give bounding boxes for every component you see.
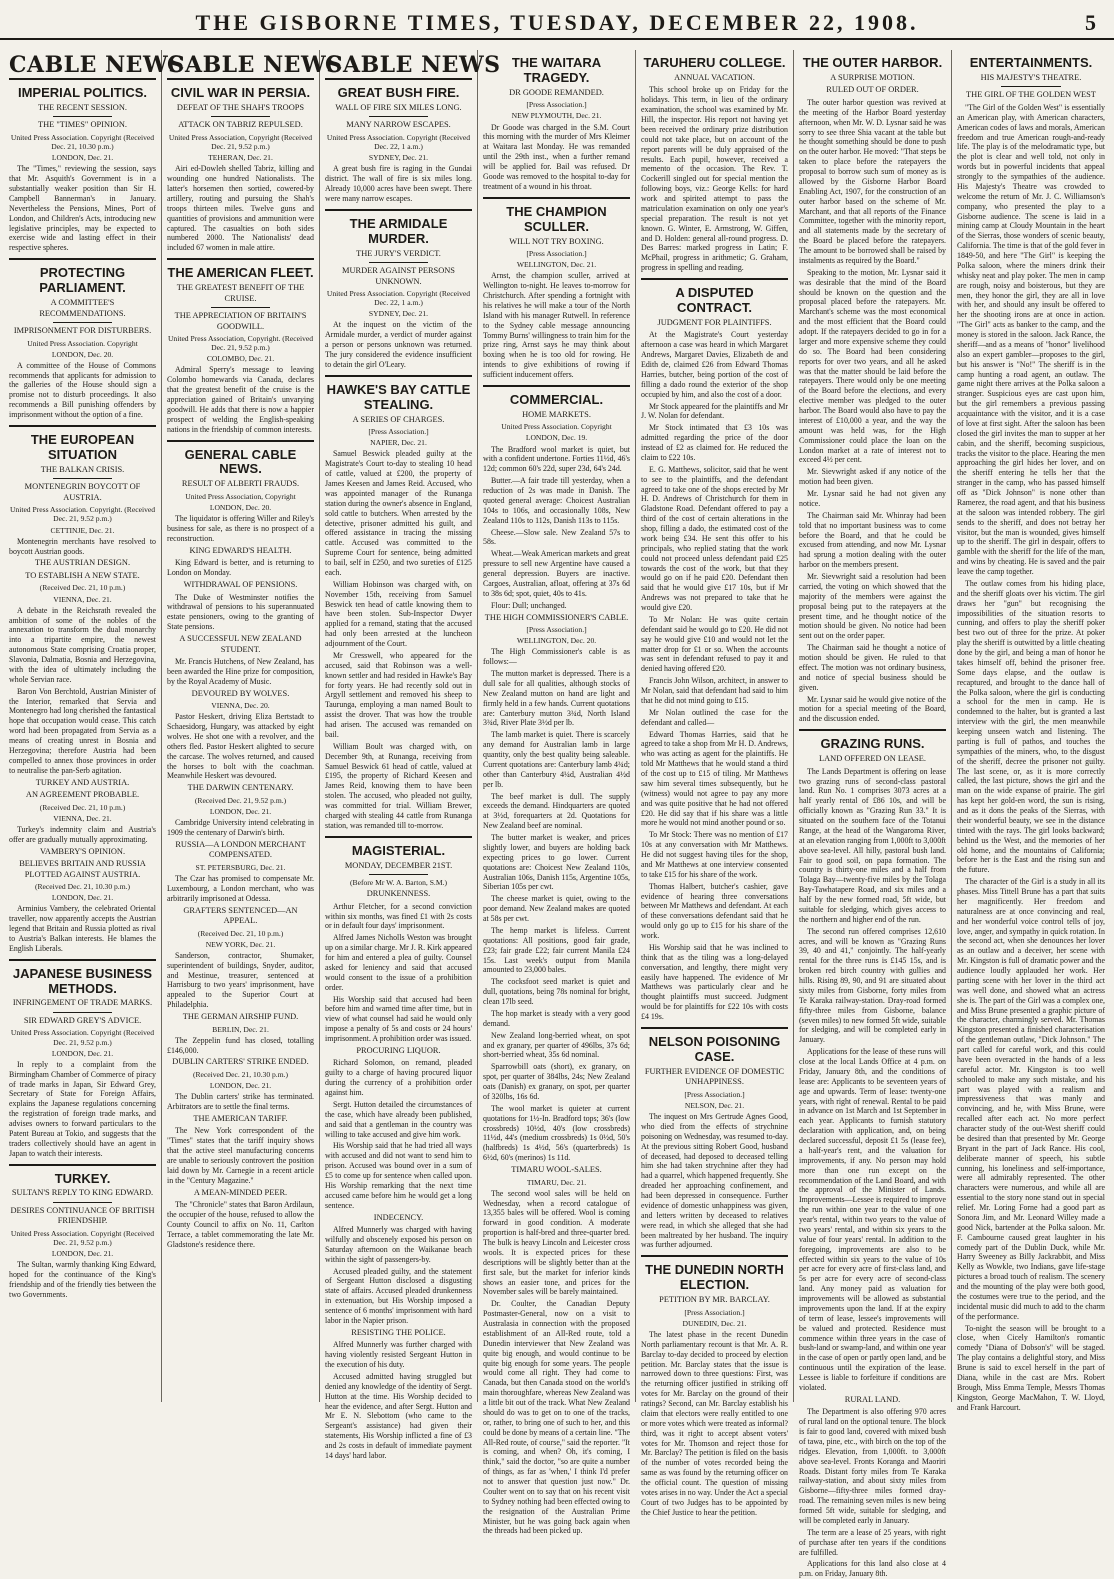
article-headline: THE AMERICAN FLEET.: [167, 265, 314, 281]
article-paragraph: Mr Nolan outlined the case for the defendant and called—: [641, 707, 788, 727]
section-divider: [483, 197, 630, 199]
divider-rule: [53, 116, 112, 117]
article-dateline: United Press Association. Copyright (Received Dec. 21, 10.30 p.m.): [10, 132, 155, 152]
article-subhead: A SUCCESSFUL NEW ZEALAND STUDENT.: [179, 634, 302, 654]
article-dateline: United Press Association. Copyright (Received Dec. 21, 9.52 p.m.): [10, 1228, 155, 1248]
article-paragraph: A committee of the House of Commons recommends that applicants for admission to the galleries of the House should sign a promise not to disturb proceedings. It also recommends a Bill punishing offenders by imprisonment without the option of a fine.: [9, 360, 156, 420]
article-paragraph: Mr Cresswell, who appeared for the accused, said that Robinson was a well-known settler and had resided in Hawke's Bay for forty years. He had recently sold out in Argyll settlement and removed his sheep to Taurunga, employing a man named Boult to assist the drover. That was how the trouble had arisen. The accused was remanded on bail.: [325, 650, 472, 739]
article-dateline: LONDON, Dec. 21.: [51, 1048, 114, 1058]
article-dateline: NEW PLYMOUTH, Dec. 21.: [511, 111, 602, 121]
article-dateline: (Received Dec. 21, 9.52 p.m.): [194, 795, 287, 805]
article-subhead: MURDER AGAINST PERSONS UNKNOWN.: [342, 266, 455, 286]
divider-rule: [53, 478, 112, 479]
article-paragraph: E. G. Matthews, solicitor, said that he went to see to the plaintiffs, and the defendant agreed to take one of the shops erected by Mr H. D. Andrews of Christchurch for them in Gladstone Road. Defendant offered to pay a third of the cost of certain alterations in the shop, filling a dado, the estimated cost of the work being £34. He sent this offer to his principals, who replied stating that the work could not proceed unless defendant paid £25 towards the cost of the work, but that they would go on if he paid £20. Defendant then said that he would give £17 10s, but if Mr Andrews was not prepared to take that he would give £20.: [641, 464, 788, 613]
article-headline: THE ARMIDALE MURDER.: [349, 215, 448, 246]
article-subhead: RUSSIA—A LONDON MERCHANT COMPENSATED.: [175, 839, 306, 860]
article-subhead: ATTACK ON TABRIZ REPULSED.: [178, 120, 303, 130]
article-paragraph: The outer harbor question was revived at the meeting of the Harbor Board yesterday afternoon, when Mr. W. D. Lysnar said he was sorry to see three Shia vacant at the table but he thought something should be done to push on the outer harbor. He moved: "That steps be taken to place before the ratepayers the proposal to borrow such sum of money as is allowed by the Gisborne Harbor Board Enabling Act, 1907, for the construction of an outer harbor based on the scheme of Mr. Marchant, and that all reports of the Finance Committee, together with the minority report, and all statements made by the secretary of the Board be placed before the ratepayers. The amount to be borrowed shall be raised by instalments as required by the Board.": [799, 97, 946, 265]
article-headline: IMPERIAL POLITICS.: [17, 85, 148, 100]
article-dateline: VIENNA, Dec. 20.: [211, 701, 270, 711]
article-subhead: THE APPRECIATION OF BRITAIN'S GOODWILL.: [174, 311, 307, 331]
article-paragraph: The inquest on Mrs Gertrude Agnes Good, who died from the effects of strychnine poisoning on Wednesday, was resumed to-day. At the previous sitting Robert Good, husband of deceased, had deposed to deceased telling him she had taken strychnine after they had had a quarrel, which happened frequently. She dreaded her approaching confinement, and had been depressed in consequence. Further evidence of domestic unhappiness was given, and letters written by deceased to relatives were read, in which she alleged that she had been maltreated by her husband. The inquiry was further adjourned.: [641, 1112, 788, 1250]
article-paragraph: The cocksfoot seed market is quiet and dull, quotations, being 78s nominal for bright, clean 17lb seed.: [483, 977, 630, 1007]
divider-rule: [53, 322, 112, 323]
article-paragraph: The Czar has promised to compensate Mr. Luxembourg, a London merchant, who was arbitrarily imprisoned at Odessa.: [167, 873, 314, 903]
news-column: [952, 50, 1110, 1412]
article-paragraph: The Zeppelin fund has closed, totalling £146,000.: [167, 1035, 314, 1055]
article-subhead: DEVOURED BY WOLVES.: [191, 688, 290, 698]
article-dateline: SYDNEY, Dec. 21.: [368, 309, 429, 319]
article-paragraph: The beef market is dull. The supply exceeds the demand. Hindquarters are quoted at 3½d, forequarters at 2d. Quotations for New Zealand beef are nominal.: [483, 791, 630, 831]
article-headline: COMMERCIAL.: [509, 391, 604, 407]
article-paragraph: Edward Thomas Harries, said that he agreed to take a shop from Mr H. D. Andrews, who was acting as agent for the plaintiffs. He told Mr Matthews that he would stand a third of the cost up to £15 of tiling. Mr Matthews saw him several times subsequently, but he (witness) would not agree to pay any more and was quite positive that he had not offered £20. He did say that if his share was a little more he would not mind another pound or so.: [641, 729, 788, 828]
article-dateline: LONDON, Dec. 21.: [209, 806, 272, 816]
section-divider: [9, 1164, 156, 1166]
article-paragraph: Arthur Fletcher, for a second conviction within six months, was fined £1 with 2s costs or in default four days' imprisonment.: [325, 901, 472, 931]
article-headline: GRAZING RUNS.: [820, 736, 925, 752]
article-subhead: FURTHER EVIDENCE OF DOMESTIC UNHAPPINESS.: [644, 1066, 785, 1087]
article-subhead: RURAL LAND.: [844, 1394, 901, 1404]
article-dateline: United Press Association, Copyright: [185, 491, 296, 501]
article-dateline: (Received Dec. 21, 10.30 p.m.): [34, 882, 131, 891]
article-paragraph: The Department is also offering 970 acres of rural land on the optional tenure. The block is fair to good land, covered with mixed bush of tawa, pine, etc., with birch on the top of the ridges. Elevation, from 1,000ft. to 3,000ft above sea-level. Fronts Koranga and Maoriri Roads. Distant forty miles from Te Karaka railway-station, and about sixty miles from Gisborne—fifty-three miles formed dray-road. The remaining seven miles is new being formed 5ft wide, suitable for sledging, and will be completed early in January.: [799, 1407, 946, 1525]
article-subhead: DESIRES CONTINUANCE OF BRITISH FRIENDSHIP.: [10, 1205, 155, 1226]
article-dateline: LONDON, Dec. 21.: [51, 893, 114, 903]
article-dateline: (Received Dec. 21, 10 p.m.): [197, 928, 284, 938]
divider-rule: [211, 116, 270, 117]
article-paragraph: Applications for this land also close at 4 p.m. on Friday, January 8th.: [799, 1559, 946, 1579]
article-paragraph: The second wool sales will be held on Wednesday, when a record catalogue of 13,355 bales will be offered. Wool is coming forward in good condition. A moderate proportion is half-bred and three-quarter bred. The bulk is heavy Lincoln and Leicester cross wools. It is expected prices for these descriptions will be slightly better than at the first sale, but the market for inferior kinds shows an easier tone, and prices for the November sales will be barely maintained.: [483, 1188, 630, 1297]
article-subhead: THE DARWIN CENTENARY.: [187, 783, 294, 793]
article-dateline: BERLIN, Dec. 21.: [212, 1024, 269, 1034]
article-paragraph: The wool market is quieter at current quotations for 1½-In. Bradford tops; 36's (low crossbreds) 10½d, 40's (low crossbreds) 11½d, 44's (medium crossbreds) 1s 0½d, 50's (halfbreds) 1s 4½d, 56's (quarterbreds) 1s 6½d, 60's (merinos) 1s 11d.: [483, 1103, 630, 1163]
article-headline: PROTECTING PARLIAMENT.: [39, 265, 126, 296]
article-dateline: COLOMBO, Dec. 21.: [206, 354, 275, 364]
article-paragraph: The latest phase in the recent Dunedin North parliamentary recount is that Mr. A. R. Barclay to-day decided to proceed by election petition. Mr. Barclay states that the issue is narrowed down to three questions: First, was the returning officer justified in striking off votes for Mr. Barclay on the ground of their ratings? Second, can Mr. Barclay establish his claim that electors were really entitled to one or more votes which were treated as informal? third, was it right to accept absent voters' votes for Mr. Thomson and reject those for Mr. Barclay? The petition is filed on the basis of the number of votes recorded being the same as was found by the returning officer on the official count. The question of missing votes arises in no way. Under the Act a special Court of two Judges has to be appointed by the Chief Justice to hear the petition.: [641, 1329, 788, 1517]
article-dateline: (Received Dec. 21, 10.30 p.m.): [192, 1069, 289, 1079]
article-dateline: United Press Association. Copyright (Received Dec. 21, 9.52 p.m.): [10, 1028, 155, 1047]
article-headline: THE DUNEDIN NORTH ELECTION.: [645, 1262, 784, 1293]
article-paragraph: The "Times," reviewing the session, says that Mr. Asquith's Government is in a substantially weaker position than Sir H. Campbell Bannerman's in January. Nevertheless the Pensions, Mines, Port of London, and Children's Acts, introducing new legislative principles, may be expected to exercise wide and lasting effect in their respective spheres.: [9, 164, 156, 253]
article-dateline: [Press Association.]: [526, 100, 587, 110]
article-paragraph: Sparrowbill oats (short), ex granary, on spot, per quarter of 384lbs, 24s; New Zealand oats (Danish) ex granary, on spot, per quarter of 320lbs, 16s 6d.: [483, 1062, 630, 1101]
article-subhead: THE GERMAN AIRSHIP FUND.: [182, 1012, 299, 1022]
article-paragraph: Mr Stock intimated that £3 10s was admitted regarding the price of the door instead of £2 as claimed for. He reduced the claim to £22 10s.: [641, 423, 788, 462]
article-subhead: THE "TIMES" OPINION.: [38, 120, 127, 130]
section-divider: [9, 425, 156, 427]
article-subhead: THE HIGH COMMISSIONER'S CABLE.: [484, 612, 629, 622]
article-paragraph: To-night the season will be brought to a close, when Cicely Hamilton's romantic comedy "Diana of Dobson's" will be staged. The play contains a delightful story, and Miss Brune is said to excel herself in the part of Diana, while in the cast are Mrs. Robert Brough, Miss Emma Temple, Messrs Thomas Kingston, George MacMahon, T. W. Lloyd, and Frank Harcourt.: [957, 1323, 1105, 1412]
article-subhead: WILL NOT TRY BOXING.: [509, 236, 604, 246]
article-dateline: United Press Association. Copyright (Received Dec. 22, 1 a.m.): [326, 132, 471, 152]
article-headline: A DISPUTED CONTRACT.: [675, 285, 754, 315]
article-subhead: PETITION BY MR. BARCLAY.: [659, 1295, 770, 1305]
article-dateline: NELSON, Dec. 21.: [684, 1100, 745, 1110]
article-dateline: United Press Association, Copyright. (Received Dec. 21, 9.52 p.m.): [167, 334, 314, 353]
article-paragraph: Speaking to the motion, Mr. Lysnar said it was desirable that the mind of the Board should be known on the question and the proposal placed before the ratepayers. Mr. Marchant's scheme was the most economical and the most efficient that the Board could adopt. If the ratepayers decided to go in for a larger and more expensive scheme they could do so. The Board had been considering reports for over two years, and all he asked was that the matter should be laid before the ratepayers. There would only be one meeting of the Board before the elections, and every elective member was pledged to the outer harbor. The Board would also have to pay the interest of £10,000 a year, and the way the amount was held was, for the High Commissioner could place the loan on the London market at a rate of interest not to exceed 4½ per cent.: [799, 267, 946, 465]
masthead: [0, 8, 1114, 40]
article-subhead: A SURPRISE MOTION.: [830, 72, 915, 82]
article-dateline: LONDON, Dec. 19.: [525, 433, 588, 443]
article-paragraph: The High Commissioner's cable is as follows:—: [483, 647, 630, 667]
divider-rule: [53, 1202, 112, 1203]
section-divider: [641, 1255, 788, 1257]
article-paragraph: The second run offered comprises 12,610 acres, and will be known as "Grazing Runs 39, 40 and 41," conjointly. The half-yearly rental for the three runs is £145 15s, and is broken red birch country with gullies and hills. Rising 89, 90, and 91 are situated about sixty miles from Gisborne, forty miles from Te Karaka railway-station. Dray-road formed fifty-three miles from Gisborne, balance (seven miles) to new formed 5ft wide, suitable for sledging, and will be completed early in January.: [799, 926, 946, 1045]
article-subhead: HOME MARKETS.: [522, 409, 591, 419]
article-paragraph: The "Chronicle" states that Baron Ardilaun, the occupier of the house, refused to allow the County Council to affix on No. 11, Carlton Terrace, a tablet commemorating the late Mr. Gladstone's residence there.: [167, 1200, 314, 1249]
article-paragraph: Dr. Coulter, the Canadian Deputy Postmaster-General, now on a visit to Australasia in connection with the proposed establishment of an All-Red route, told a Dunedin interviewer that New Zealand was quite big enough, and would continue to be quite big enough for some years. The people would come all right. They had come to Canada, but then Canada stood on the world's main thoroughfare, whereas New Zealand was a little bit out of the track. What New Zealand should do was to get on to one of the tracks, or, rather, to bring one of such to her, and this could be done by means of a certain line. "The All-Red route, of course," said the reporter. "It is coming, and when? Oh, it's coming, I think," said the doctor, "so are quite a number of things, as far as 'when,' I think I'd prefer not to answer that question just now." Dr. Coulter went on to say that on his recent visit to Sydney nothing had been effected owing to the resignation of the Australian Prime Minister, but he was going back again when the threads had been picked up.: [483, 1299, 630, 1536]
article-paragraph: Baron Von Berchtold, Austrian Minister of the Interior, remarked that Servia and Montenegro had long cherished the fantastical hope that occupation would cease. This catch word had been propagated from Servia as a means of creating unrest in Bosnia and Herzegovina; therefore Austria had been compelled to annex those provinces in order to neutralise the pan-Serb agitation.: [9, 686, 156, 775]
article-dateline: LONDON, Dec. 21.: [209, 1081, 272, 1090]
article-dateline: (Received Dec. 21, 10 p.m.): [39, 802, 126, 812]
article-paragraph: Mr Stock appeared for the plaintiffs and Mr J. W. Nolan for defendant.: [641, 401, 788, 421]
article-dateline: (Received Dec. 21, 10 p.m.): [39, 583, 126, 593]
article-subhead: A COMMITTEE'S RECOMMENDATIONS.: [39, 298, 126, 318]
article-dateline: United Press Association. Copyright: [501, 422, 612, 432]
article-subhead: A MEAN-MINDED PEER.: [193, 1187, 288, 1197]
article-paragraph: Alfred Munnerly was charged with having wilfully and obscenely exposed his person on Saturday afternoon on the Waikanae beach within the sight of passengers-by.: [325, 1225, 472, 1264]
article-headline: THE EUROPEAN SITUATION: [30, 431, 135, 462]
article-subhead: THE RECENT SESSION.: [38, 102, 127, 112]
article-paragraph: Thomas Halbert, butcher's cashier, gave evidence of hearing three conversations between Mr Matthews and defendant. At each of these conversations defendant said that he would only go up to £15 for his share of the work.: [641, 881, 788, 941]
article-paragraph: The Lands Department is offering on lease two grazing runs of second-class pastoral land. Run No. 1 comprises 3073 acres at a half yearly rental of £86 10s, and will be officially known as "Grazing Run 33." It is situated on the southern face of the Totanui Range, at the head of the Wangaroma River, at an elevation ranging from 1,000ft to 3,000ft above sea-level. All hilly, pastoral bush land. Fair to good soil, on papa formation. The country is thirty-one miles and a half from Tolaga Bay—twenty-five miles by the Tolaga Bay-Tawhatapere Road, and six miles and a half by the new formed road, 5ft wide, but suitable for sledging, which gives access to the northern and higher end of the run.: [799, 766, 946, 924]
article-paragraph: A debate in the Reichsrath revealed the ambition of some of the nobles of the annexation to transform the dual monarchy into a tripartite empire, the newest autonomous State comprising Croatia proper, Slavonia, Dalmatia, Bosnia and Herzegovina, with the idea of ultimately including the whole Servian race.: [9, 605, 156, 684]
news-column: [794, 50, 952, 1579]
article-paragraph: Sergt. Hutton detailed the circumstances of the case, which have already been published, and said that a gentleman in the country was willing to take accused and give him work.: [325, 1099, 472, 1139]
article-paragraph: The character of the Girl is a study in all its phases. Miss Tittell Brune has a part that suits her magnificently. Her freedom and naturalness are at once convincing and real, and her wonderful voice control tells of joy, love, anger, and sympathy in quick rotation. In the second act, when she denounces her lover as an outlaw and a deceiver, her scene with Mr. Kingston is full of dramatic power and the audience loudly applauded her work. Her parting scene with her lover in the third act was well done, and showed what an actress she is. The part of the Girl was a complex one, and Miss Brune presented a graphic picture of the character, charmingly served. Mr. Thomas Kingston presented a finished characterisation of the gentleman outlaw, "Dick Johnson." The part called for careful work, and this could have been overacted in the hands of a less careful actor. Mr. Kingston is too well schooled to make any such mistake, and his part was played with a realism and impressiveness that was manly and convincing, and he, with Miss Brune, were recalled after each act. No more perfect character study of the out-West sheriff could be desired than that presented by Mr. George Bryant in the part of Jack Rance. His cool, deliberate manner of speech, his subtle cunning, his loneliness and self-importance, were all admirably represented. The other characters were numerous, and while all are essential to the story none stand out in special relief. Mr. Loring Forne had a good part as Sonora Jim, and Mr. Leonard Willey made a good Nick, bartender at the Polka saloon. Mr. F. Cambourne caused great laughter in his comedy part of the Dublin Duck, while Mr. Harry Sweeney as Billy Jackrabbit, and Miss Kelly as Wowkle, two Indians, gave life-stage pictures a broad touch of realism. The scenery and the mounting of the play were both good, the costumes were true to the period, and the incidental music did much to add to the charm of the performance.: [957, 877, 1105, 1321]
article-subhead: MONDAY, DECEMBER 21ST.: [344, 860, 453, 870]
article-subhead: SIR EDWARD GREY'S ADVICE.: [23, 1015, 142, 1025]
article-dateline: LONDON, Dec. 21.: [51, 1249, 114, 1259]
article-dateline: LONDON, Dec. 21.: [51, 153, 114, 163]
article-subhead: THE BALKAN CRISIS.: [40, 464, 125, 474]
article-headline: THE OUTER HARBOR.: [802, 55, 943, 70]
article-subhead: TO ESTABLISH A NEW STATE.: [25, 570, 140, 580]
article-dateline: United Press Association. Copyright. (Received Dec. 21, 9.52 p.m.): [9, 505, 156, 524]
article-subhead: BELIEVES BRITAIN AND RUSSIA PLOTTED AGAINST AUSTRIA.: [19, 859, 146, 879]
article-headline: TURKEY.: [54, 1170, 111, 1186]
article-dateline: VIENNA, Dec. 21.: [53, 594, 112, 604]
article-dateline: WELLINGTON, Dec. 21.: [516, 260, 597, 270]
article-paragraph: Cambridge University intend celebrating in 1909 the centenary of Darwin's birth.: [167, 818, 314, 837]
news-column: [162, 50, 343, 1402]
section-divider: [9, 258, 156, 260]
article-headline: TARUHERU COLLEGE.: [643, 55, 786, 70]
divider-rule: [1001, 86, 1060, 87]
article-subhead: JUDGMENT FOR PLAINTIFFS.: [657, 317, 772, 327]
article-dateline: United Press Association. Copyright (Received Dec. 22, 1 a.m.): [326, 289, 471, 308]
article-subhead: DUBLIN CARTERS' STRIKE ENDED.: [172, 1057, 309, 1067]
section-divider: [799, 729, 946, 731]
article-headline: GREAT BUSH FIRE.: [337, 85, 460, 100]
article-paragraph: William Boult was charged with, on December 9th, at Runanga, receiving from Samuel Beswick 61 head of cattle, valued at £195, the property of Richard Keesen and James Reid, knowing them to have been stolen. The accused, who pleaded not guilty, was committed for trial. William Brewer, charged with stealing 44 cattle from Runanga station, was remanded till to-morrow.: [325, 741, 472, 830]
article-paragraph: Dr Goode was charged in the S.M. Court this morning with the murder of Mrs Kleimer at Waitara last Monday. He was remanded until the 29th inst., when a further remand will be applied for. Bail was refused. Dr Goode was removed to the hospital to-day for treatment of a wound in his throat.: [483, 122, 630, 191]
article-dateline: VIENNA, Dec. 21.: [53, 813, 112, 823]
article-subhead: THE AUSTRIAN DESIGN.: [34, 558, 131, 568]
article-paragraph: Mr. Lysnar said he would give notice of the motion for a special meeting of the Board, and the discussion ended.: [799, 694, 946, 724]
article-subhead: AN AGREEMENT PROBABLE.: [25, 790, 140, 800]
article-dateline: [Press Association.]: [684, 1089, 745, 1099]
section-divider: [483, 385, 630, 387]
article-paragraph: The lamb market is quiet. There is scarcely any demand for Australian lamb in large quantity, only the best quality being saleable. Current quotations are: Canterbury lamb 4¾d; other than Canterbury 4¼d, Australian 4½d per lb.: [483, 730, 630, 789]
article-dateline: NEW YORK, Dec. 21.: [205, 939, 276, 949]
article-paragraph: Accused pleaded guilty, and the statement of Sergeant Hutton disclosed a disgusting state of affairs. Accused pleaded drunkenness in extenuation, but His Worship imposed a sentence of 6 months' imprisonment with hard labor in the Napier prison.: [325, 1266, 472, 1325]
article-paragraph: The butter market is weaker, and prices slightly lower, and buyers are holding back expecting prices to go lower. Current quotations are: Choicest New Zealand 110s, Australian 106s, Danish 115s, Argentine 105s, Siberian 105s per cwt.: [483, 833, 630, 892]
article-subhead: RULED OUT OF ORDER.: [826, 85, 919, 95]
article-dateline: LONDON, Dec. 20.: [51, 349, 114, 359]
article-paragraph: The Dublin carters' strike has terminated. Arbitrators are to settle the final terms.: [167, 1092, 314, 1111]
article-paragraph: Sanderson, contractor, Shumaker, superintendent of buildings, Snyder, auditor, and Mestinue, treasurer, sentenced at Harrisburg to two years' imprisonment, have appealed to the Superior Court at Philadelphia.: [167, 950, 314, 1010]
article-dateline: [Press Association.]: [684, 1307, 745, 1317]
article-paragraph: William Hobinson was charged with, on November 15th, receiving from Samuel Beswick ten head of cattle knowing them to have been stolen. Sub-Inspector Dwyer applied for a remand, stating that the accused had only been arrested at the luncheon adjournment of the Court.: [325, 579, 472, 649]
article-subhead: MANY NARROW ESCAPES.: [346, 120, 451, 130]
article-subhead: PROCURING LIQUOR.: [356, 1045, 441, 1055]
article-paragraph: To Mr Nolan: He was quite certain defendant said he would go to £20. He did not say he would give £10 and would not let the matter drop for £1 or so. When the accounts was sent in defendant refused to pay it and denied having offered £20.: [641, 614, 788, 674]
article-headline: HAWKE'S BAY CATTLE STEALING.: [326, 381, 471, 412]
article-dateline: WELLINGTON, Dec. 20.: [516, 636, 597, 646]
article-paragraph: To Mr Stock: There was no mention of £17 10s at any conversation with Mr Matthews. He did not suggest having tiles for the shop, and Mr Matthews at one interview consented to take £15 for his share of the work.: [641, 830, 788, 879]
section-divider: [641, 278, 788, 280]
article-dateline: [Press Association.]: [526, 625, 587, 635]
article-paragraph: Airi ed-Dowleh shelled Tabriz, killing and wounding one hundred Nationalists. The latter's horsemen then sortied, cowered-by artillery, routing and pursuing the Shah's troops thirteen miles. Twelve guns and quantities of provisions and ammunition were captured. The casualties on both sides numbered 2000. The Nationalists' dead included 67 women in male attire.: [167, 164, 314, 253]
article-headline: ENTERTAINMENTS.: [969, 55, 1093, 70]
article-paragraph: Mr. Sievwright asked if any notice of the motion had been given.: [799, 467, 946, 487]
article-subhead: DR GOODE REMANDED.: [509, 87, 604, 97]
article-paragraph: In reply to a complaint from the Birmingham Chamber of Commerce of piracy of trade marks in Japan, Sir Edward Grey, Secretary of State for Foreign Affairs, explains the Japanese regulations concerning the registration of foreign trade marks, and advises owners to forward particulars to the Patent Bureau at Tokio, and suggests that the traders collectively should have an agent in Japan to watch their interests.: [9, 1059, 156, 1158]
article-dateline: United Press Association, Copyright (Received Dec. 21, 9.52 p.m.): [168, 132, 313, 152]
article-paragraph: Mr. Francis Hutchens, of New Zealand, has been awarded the Hine prize for composition, by the Royal Academy of Music.: [167, 657, 314, 686]
article-paragraph: The Bradford wool market is quiet, but with a confident undertone. Forties 11½d, 46's 12d; common 60's 22d, super 23d, 64's 24d.: [483, 444, 630, 474]
column-header: CABLE NEWS: [325, 52, 501, 78]
article-dateline: TIMARU, Dec. 21.: [526, 1177, 587, 1187]
article-paragraph: Francis John Wilson, architect, in answer to Mr Nolan, said that defendant had said to him that he did not mind going to £15.: [641, 676, 788, 705]
article-headline: JAPANESE BUSINESS METHODS.: [12, 965, 153, 996]
article-subhead: THE AMERICAN TARIFF.: [193, 1113, 288, 1123]
article-paragraph: Arminius Vambery, the celebrated Oriental traveller, now apparently accepts the Austrian legend that Britain and Russia plotted as rival to Austria's Balkan interests. He blames the English Liberals.: [9, 904, 156, 953]
article-paragraph: Wheat.—Weak American markets and great pressure to sell new Argentine have caused a general depression. Buyers are inactive. Cargoes, Australian, afloat, offering at 37s 6d to 38s 6d; spot, quiet, 40s to 41s.: [483, 549, 630, 598]
section-divider: [167, 440, 314, 442]
article-dateline: TEHERAN, Dec. 21.: [208, 153, 273, 163]
article-paragraph: This school broke up on Friday for the holidays. This term, in lieu of the ordinary examination, the school was examined by Mr. Hill, the inspector. His report not having yet been received the ordinary prize distribution could not take place, but on account of the report parents will be duly appraised of the results. Each pupil, however, received a memento of the occasion. The Rev. T. Cockerill singled out for special mention the following boys, viz.: George Kells: for hard work and spirited attempt to pass the matriculation examination on only one year's special preparation. The result is not yet known. G. Winter, E. Armstrong, W. Giffen, and D. Holden: general all-round progress. D. Des Barres: marked progress in Latin; F. McPhail, progress in arithmetic; G. Graham, progress in spelling and reading.: [641, 85, 788, 273]
article-subhead: GRAFTERS SENTENCED—AN APPEAL.: [183, 905, 298, 926]
article-paragraph: The Sultan, warmly thanking King Edward, hoped for the continuance of the King's friendship and of the friendly ties between the two Governments.: [9, 1260, 156, 1299]
article-paragraph: The term are a lease of 25 years, with right of purchase after ten years if the conditions are fulfilled.: [799, 1527, 946, 1557]
article-subhead: THE GIRL OF THE GOLDEN WEST: [966, 90, 1096, 100]
article-paragraph: The Chairman said he thought a notice of motion should be given. He ruled to that effect. The motion was not ordinary business, and notice of special business should be given.: [799, 643, 946, 692]
article-subhead: LAND OFFERED ON LEASE.: [818, 754, 926, 764]
article-subhead: TIMARU WOOL-SALES.: [511, 1165, 602, 1175]
masthead-title: THE GISBORNE TIMES, TUESDAY, DECEMBER 22, 1908.: [195, 10, 919, 35]
article-paragraph: His Worship said that accused had been before him and warned time after time, but in view of what counsel had said he would only impose a penalty of 5s and costs or 24 hours' imprisonment. A prohibition order was issued.: [325, 994, 472, 1044]
article-dateline: (Before Mr W. A. Barton, S.M.): [349, 878, 448, 888]
article-paragraph: Turkey's indemnity claim and Austria's offer are gradually mutually approximating.: [9, 824, 156, 844]
article-subhead: TURKEY AND AUSTRIA.: [35, 777, 130, 787]
divider-rule: [211, 307, 270, 308]
article-subhead: KING EDWARD'S HEALTH.: [189, 545, 292, 555]
article-paragraph: Pastor Heskert, driving Eliza Bertstadt to Schaesidorg, Hungary, was attacked by eight wolves. He shot one with a revolver, and the others fled. Pastor Heskert alighted to secure the carcase. The wolves returned, and caused the horses to bolt with the coachman. Meanwhile Heskert was devoured.: [167, 712, 314, 781]
article-subhead: WALL OF FIRE SIX MILES LONG.: [335, 102, 462, 112]
news-column: [320, 50, 501, 1460]
article-subhead: THE JURY'S VERDICT.: [356, 248, 441, 258]
article-subhead: THE GREATEST BENEFIT OF THE CRUISE.: [176, 283, 305, 303]
article-dateline: ST. PETERSBURG, Dec. 21.: [195, 862, 286, 872]
article-paragraph: The Chairman said Mr. Whinray had been told that no important business was to come before the Board, and that he could be excused from attending, and now Mr. Lysnar had sprung a motion dealing with the outer harbor on the members present.: [799, 510, 946, 570]
article-paragraph: Arnst, the champion sculler, arrived at Wellington to-night. He leaves to-morrow for Christchurch. After spending a fortnight with his relatives he will make a tour of the North Island with his manager Rutwell. In reference to the Sydney cable message announcing Tommy Burns' willingness to train him for the prize ring, Arnst says he may think about boxing when he is too old for rowing. He intends to give exhibitions of rowing if sufficient inducement offers.: [483, 271, 630, 380]
article-subhead: INFRINGEMENT OF TRADE MARKS.: [12, 998, 153, 1008]
article-subhead: MONTENEGRIN BOYCOTT OF AUSTRIA.: [24, 482, 141, 502]
article-paragraph: The New York correspondent of the "Times" states that the tariff inquiry shows that the active steel manufacturing concerns are unable to seriously controvert the position laid down by Mr. Carnegie in a recent article in the "Century Magazine.": [167, 1126, 314, 1185]
article-subhead: HIS MAJESTY'S THEATRE.: [980, 72, 1082, 82]
article-paragraph: The liquidator is offering Willer and Riley's business for sale, as there is no prospect of a reconstruction.: [167, 514, 314, 543]
article-headline: MAGISTERIAL.: [351, 842, 446, 858]
column-header: CABLE NEWS: [167, 52, 343, 78]
article-paragraph: The mutton market is depressed. There is a dull sale for all qualities, although stocks of New Zealand mutton on hand are light and firmly held in a few hands. Current quotations are: Canterbury mutton 3¾d, North Island 3¾d, River Plate 3½d per lb.: [483, 669, 630, 728]
article-subhead: RESISTING THE POLICE.: [351, 1327, 446, 1337]
article-paragraph: His Worship said that he had tried all ways with accused and did not want to send him to prison. Accused was bound over in a sum of £5 to come up for sentence when called upon. His Worship remarking that the next time accused came before him he would get a long sentence.: [325, 1141, 472, 1210]
article-subhead: DEFEAT OF THE SHAH'S TROOPS: [176, 102, 305, 112]
article-paragraph: Montenegrin merchants have resolved to boycott Austrian goods.: [9, 536, 156, 556]
article-paragraph: Applications for the lease of these runs will close at the local Lands Office at 4 p.m. on Friday, January 8th, and the conditions of lease are: Applicants to be seventeen years of age and upwards. Term of lease: twenty-one years, with right of renewal. Rental to be paid in advance on 1st March and 1st September in each year. Applicants to furnish statutory declaration with application, and, on being declared successful, deposit £1 5s (lease fee), a half-year's rent, and the valuation for improvements, if any. No person may hold more than one run except on the recommendation of the Land Board, and with the approval of the Minister of Lands. Improvements—Lessee is required to improve the run within one year to the value of one year's rental, within two years to the value of two years' rental, and within six years to the value of four years' rental. In addition to the foregoing, improvements are also to be effected within six years to the value of 10s per acre for every acre of first-class land, and 5s per acre for every acre of second-class land. Any money paid as valuation for improvements will be allowed as substantial improvements upon the land. If at the expiry of term of lease, lessee's improvements will be valued and protected. Residence must commence within three years in the case of bush-land or swamp-land, and within one year in the case of open or partly open land, and be continuous until the expiration of the lease. Lessee is liable to forfeiture if conditions are violated.: [799, 1047, 946, 1392]
article-paragraph: The hop market is steady with a very good demand.: [483, 1008, 630, 1028]
page-number: 5: [1085, 10, 1096, 35]
section-divider: [167, 258, 314, 260]
article-subhead: RESULT OF ALBERTI FRAUDS.: [181, 479, 300, 489]
article-headline: GENERAL CABLE NEWS.: [184, 446, 297, 477]
section-divider: [325, 375, 472, 377]
article-subhead: A SERIES OF CHARGES.: [352, 414, 445, 424]
article-paragraph: Flour: Dull; unchanged.: [491, 600, 567, 610]
article-paragraph: Mr. Sievwright said a resolution had been carried, the voting on which showed that the majority of the members were against the proposal being put to the ratepayers at the present time, and he thought notice of the motion should be given. No notice had been sent out on the order paper.: [799, 572, 946, 641]
article-headline: THE CHAMPION SCULLER.: [506, 203, 607, 234]
article-dateline: SYDNEY, Dec. 21.: [368, 153, 429, 163]
article-paragraph: Butter.—A fair trade till yesterday, when a reduction of 2s was made in Danish. The quoted general average: Choicest Australian 104s to 106s, and occasionally 108s, New Zealand 110s to 112s, Danish 113s to 115s.: [483, 476, 630, 525]
article-paragraph: "The Girl of the Golden West" is essentially an American play, with American characters, American codes of laws and morals, American freedom and true American rough-and-ready life. The play is of the melodramatic type, but the plot is clear and well told, not only in words but in powerful incidents that appeal strongly to the sympathies of the audience. His Majesty's Theatre was crowded to welcome the return of Mr. J. C. Williamson's company, who presented the play to a Gisborne audience. The scene is laid in a mining camp at Cloudy Mountain in the heart of the Sierras, those wonders of scenic beauty, California. The time is that of the gold fever in 1849-50, and here "The Girl" is keeping the Polka saloon, where the miners drink their whisky neat and play poker. The men in camp are rough, noisy and boisterous, but they are men, they honor the girl, they are all in love with her, and should any insult be offered to her the shooting irons are at once in action. "The Girl" acts as banker to the camp, and the money is stored in the saloon. Jack Rance, the sheriff—and as a means of "honor" livelihood also an expert gambler—proposes to the girl, but his answer is "No!" The sheriff is in the camp hunting a road agent, an outlaw. The game night there arrives at the Polka saloon a stranger. Suspicious eyes are cast upon him, but the girl remembers a previous passing acquaintance with the visitor, and it is a case of love at first sight. After the saloon has been closed the girl invites the man to supper at her cabin, and the sheriff, becoming suspicious, tracks the visitor to the place. Hearing the men approaching the girl hides her lover, and on the sheriff entering he tells her that the stranger in the camp, who has passed himself off as "Dick Johnson" is none other than Ramerez, the road agent, and that his business at the saloon was intended robbery. The girl sends to the sheriff, and does not betray her visitor, but the man is wounded, gives himself up to the sheriff. The girl in despair, offers to gamble with the sheriff for the life of the man, and wins by cheating. He is saved and the pair leave the camp together.: [957, 102, 1105, 577]
article-dateline: NAPIER, Dec. 21.: [370, 438, 427, 448]
article-dateline: DUNEDIN, Dec. 21.: [682, 1318, 747, 1328]
article-subhead: ANNUAL VACATION.: [674, 72, 755, 82]
article-subhead: INDECENCY.: [373, 1212, 424, 1222]
divider-rule: [369, 116, 428, 117]
article-paragraph: The cheese market is quiet, owing to the poor demand. New Zealand makes are quoted at 58s per cwt.: [483, 894, 630, 924]
article-paragraph: The outlaw comes from his hiding place, and the sheriff gloats over his victim. The girl draws her "gun" but recognising the impossibilities of the situation resorts to cunning, and offers to play the sheriff poker best two out of three for the prize. At poker play the sheriff is outwitted by a little cheating done by the girl, and being a man of honor he takes himself off, behind the prisoner free. Some days elapse, and the outlaw is recaptured, and brought to the dance hall of the Polka saloon, where the girl is conducting a school for the men in camp. He is condemned to the halter, but is granted a last interview with the girl, the men meanwhile keeping unseen watch and listening. The parting is full of pathos, and touches the sympathies of the miners, who, to the disgust of the sheriff, decree the prisoner not guilty. The last scene, or, as it is more correctly called, the last picture, shows the girl and the man on the wide expanse of prairie. The girl has kept her gold-en word, the sun is rising, and as it dons the peaks of the Sierras, with their wonderful beauty, we see in the distance tinted with the rays. The girl looks backward; behind us the West, and the memories of her old home, and the mountains of California; before her is the East and the rising sun and the future.: [957, 578, 1105, 875]
article-paragraph: Alfred Munnerly was further charged with having violently resisted Sergeant Hutton in the execution of his duty.: [325, 1340, 472, 1370]
divider-rule: [53, 1012, 112, 1013]
article-paragraph: New Zealand long-berried wheat, on spot and ex granary, per quarter of 496lbs, 37s 6d; short-berried wheat, 35s 6d nominal.: [483, 1030, 630, 1060]
article-headline: CIVIL WAR IN PERSIA.: [170, 85, 311, 100]
article-subhead: VAMBERY'S OPINION.: [39, 846, 126, 856]
article-dateline: United Press Association. Copyright: [27, 338, 138, 348]
article-dateline: CETTINJE, Dec. 21.: [50, 525, 115, 535]
article-paragraph: Mr. Lysnar said he had not given any notice.: [799, 489, 946, 508]
divider-rule: [369, 262, 428, 263]
article-paragraph: Accused admitted having struggled but denied any knowledge of the identity of Sergt. Hutton at the time. His Worship decided to hear the evidence, and after Sergt. Hutton and Mr E. N. Slebottom (who came to the Sergeant's assistance) had given their statements, His Worship inflicted a fine of £3 and 2s costs in default of immediate payment 14 days' hard labor.: [325, 1371, 472, 1460]
article-paragraph: At the inquest on the victim of the Armidale murder, a verdict of murder against a person or persons unknown was returned. The jury considered the evidence insufficient to detain the girl O'Leary.: [325, 320, 472, 369]
article-paragraph: His Worship said that he was inclined to think that as the tiling was a long-delayed conversation, and lengthy, there might very easily have happened. The evidence of Mr Matthews was particularly clear and he thought plaintiffs must succeed. Judgment would be for plaintiffs for £22 10s with costs £4 19s.: [641, 942, 788, 1022]
article-subhead: WITHDRAWAL OF PENSIONS.: [183, 580, 298, 589]
article-headline: THE WAITARA TRAGEDY.: [511, 55, 602, 85]
article-paragraph: Richard Solomon, on remand, pleaded guilty to a charge of having procured liquor during the currency of a prohibition order against him.: [325, 1058, 472, 1098]
article-paragraph: At the Magistrate's Court yesterday afternoon a case was heard in which Margaret Andrews, Margaret Davies, Elizabeth de and Edith de, claimed £26 from Edward Thomas Harries, butcher, being portion of the cost of filling a dado round the exterior of the shop occupied by him, and also the cost of a door.: [641, 330, 788, 399]
news-column: [478, 50, 636, 1536]
news-column: [4, 50, 185, 1402]
article-paragraph: Cheese.—Slow sale. New Zealand 57s to 58s.: [483, 527, 630, 547]
section-divider: [325, 836, 472, 838]
section-divider: [325, 209, 472, 211]
article-paragraph: The hemp market is lifeless. Current quotations: All positions, good fair grade, £23; fair grade £22; fair current Manila £24 15s. Last week's output from Manila amounted to 23,000 bales.: [483, 925, 630, 975]
article-paragraph: King Edward is better, and is returning to London on Monday.: [167, 558, 314, 578]
article-subhead: DRUNKENNESS.: [366, 889, 431, 899]
section-divider: [9, 959, 156, 961]
column-header: CABLE NEWS: [9, 52, 185, 78]
divider-rule: [369, 874, 428, 875]
article-paragraph: Samuel Beswick pleaded guilty at the Magistrate's Court to-day to stealing 10 head of cattle, valued at £200, the property of James Keesen and James Reid. Accused, who was appointed manager of the Runanga station during the owner's absence in England, sold cattle to butchers. When arrested by the detective, prisoner admitted his guilt, and offered assistance in tracing the missing cattle. Accused was committed to the Supreme Court for sentence, being admitted to bail, self in £250, and two sureties of £125 each.: [325, 449, 472, 577]
article-paragraph: Admiral Sperry's message to leaving Colombo homewards via Canada, declares that the greatest benefit of the cruise is the appreciation gained of Britain's unvarying goodwill. He adds that there is now a happier prospect of welding the English-speaking nations in the friendship of common interests.: [167, 365, 314, 434]
article-dateline: LONDON, Dec. 20.: [209, 503, 272, 513]
article-dateline: [Press Association.]: [368, 427, 429, 437]
article-subhead: IMPRISONMENT FOR DISTURBERS.: [13, 326, 152, 336]
article-paragraph: A great bush fire is raging in the Gundai district. The wall of fire is six miles long. Already 10,000 acres have been swept. There were many narrow escapes.: [325, 164, 472, 203]
article-dateline: [Press Association.]: [526, 249, 587, 259]
article-headline: NELSON POISONING CASE.: [648, 1033, 781, 1064]
article-paragraph: The Duke of Westminster notifies the withdrawal of pensions to his superannuated estate pensioners, owing to the granting of State pensions.: [167, 592, 314, 632]
news-column: [636, 50, 794, 1517]
article-subhead: SULTAN'S REPLY TO KING EDWARD.: [11, 1188, 154, 1198]
article-paragraph: Alfred James Nicholls Weston was brought up on a similar charge. Mr J. R. Kirk appeared for him and entered a plea of guilty. Counsel asked for leniency and said that accused would consent to the issue of a prohibition order.: [325, 933, 472, 992]
section-divider: [641, 1027, 788, 1029]
